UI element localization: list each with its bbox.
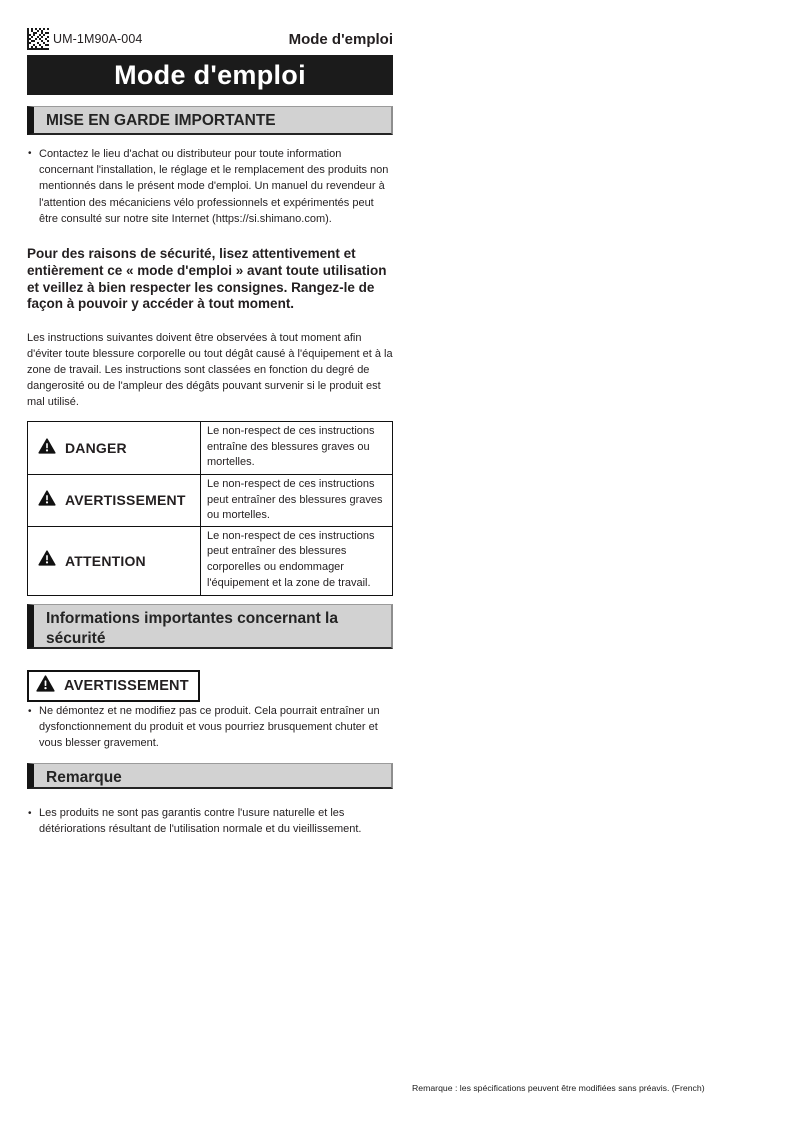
document-type-label: Mode d'emploi (288, 30, 393, 48)
bullet-marker: • (28, 148, 32, 159)
severity-description: Le non-respect de ces instructions entraîne des blessures graves ou mortelles. (201, 422, 393, 475)
list-item (27, 806, 393, 838)
page-title: Mode d'emploi (114, 59, 306, 90)
table-row (28, 422, 393, 475)
warning-triangle-icon (38, 550, 56, 571)
bullet-text: Les produits ne sont pas garantis contre l'usure naturelle et les détériorations résultant de l'utilisation normale et du vieillissement. (39, 807, 362, 835)
document-number: UM-1M90A-004 (53, 32, 143, 46)
safety-emphasis-paragraph: Pour des raisons de sécurité, lisez attentivement et entièrement ce « mode d'emploi » avant toute utilisation et veillez à bien respecter les consignes. Rangez-le de façon à pouvoir y accéder à tout moment. (27, 246, 387, 312)
severity-table (27, 421, 393, 596)
table-row (28, 475, 393, 527)
list-item (27, 704, 393, 751)
warning-triangle-icon (38, 490, 56, 511)
avertissement-box-label: AVERTISSEMENT (64, 678, 189, 694)
title-bar (27, 55, 393, 95)
document-header (27, 27, 393, 51)
severity-label: AVERTISSEMENT (65, 492, 186, 509)
bullet-text: Contactez le lieu d'achat ou distributeur pour toute information concernant l'installation, le réglage et le remplacement des produits non mentionnés dans le présent mode d'emploi. Un manuel du revendeur à l'attention des mécaniciens vélo professionnels et expérimentés peut être consulté sur notre site Internet (https://si.shimano.com). (39, 148, 389, 225)
warning-bullet-list (27, 146, 393, 227)
section-heading-text: Remarque (46, 769, 122, 786)
warning-triangle-icon (36, 675, 55, 697)
section-heading-text: Informations importantes concernant la sécurité (46, 610, 338, 647)
severity-label: DANGER (65, 440, 127, 456)
table-row (28, 526, 393, 595)
section-heading-mise-en-garde (27, 106, 393, 135)
note-bullet-list (27, 806, 393, 838)
section-heading-text: MISE EN GARDE IMPORTANTE (46, 112, 276, 129)
severity-description: Le non-respect de ces instructions peut entraîner des blessures graves ou mortelles. (201, 475, 393, 527)
severity-description: Le non-respect de ces instructions peut entraîner des blessures corporelles ou endommager l'équipement et la zone de travail. (201, 526, 393, 595)
safety-bullet-list (27, 704, 393, 751)
instructions-intro-paragraph: Les instructions suivantes doivent être observées à tout moment afin d'éviter toute blessure corporelle ou tout dégât causé à l'équipement et à la zone de travail. Les instructions sont classées en fonction du degré de dangerosité ou de l'ampleur des dégâts pouvant survenir si le produit est mal utilisé. (27, 332, 393, 409)
bullet-text: Ne démontez et ne modifiez pas ce produit. Cela pourrait entraîner un dysfonctionnement du produit et vous pourriez brusquement chuter et vous blesser gravement. (39, 705, 380, 749)
bullet-marker: • (28, 706, 32, 717)
severity-label: ATTENTION (65, 552, 146, 569)
section-heading-remarque (27, 763, 393, 789)
qr-code-icon (27, 28, 49, 50)
bullet-marker: • (28, 808, 32, 819)
footer-note: Remarque : les spécifications peuvent être modifiées sans préavis. (French) (412, 1083, 705, 1093)
warning-triangle-icon (38, 438, 56, 459)
avertissement-box (27, 670, 200, 702)
section-heading-informations-securite (27, 604, 393, 649)
list-item (27, 146, 393, 227)
